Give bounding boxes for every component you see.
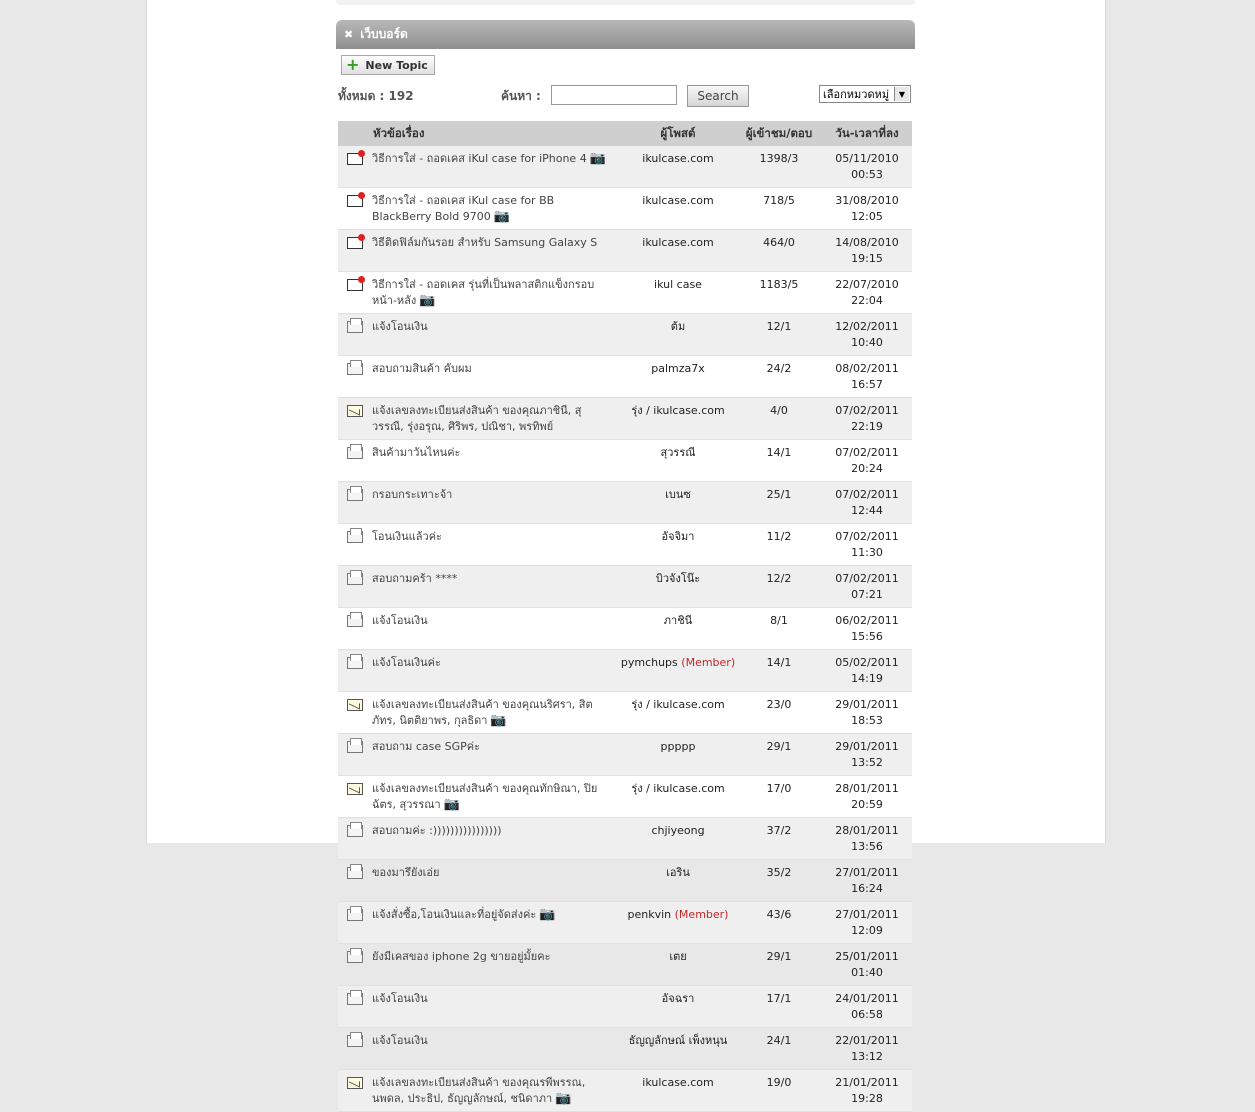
- date-cell: 27/01/2011 16:24: [822, 860, 912, 902]
- views-replies-cell: 24/1: [736, 1028, 822, 1070]
- author-cell: [620, 734, 736, 776]
- hot-mail-icon: [347, 153, 363, 165]
- table-row[interactable]: [338, 734, 912, 776]
- topic-status-cell: [338, 650, 372, 692]
- topic-status-cell: [338, 398, 372, 440]
- topic-title-link[interactable]: แจ้งโอนเงิน: [372, 992, 428, 1005]
- author-cell: [620, 146, 736, 188]
- read-mail-icon: [347, 1035, 363, 1047]
- author-name: เบนซ: [665, 488, 691, 501]
- camera-icon: 📷: [493, 209, 510, 224]
- topic-title-link[interactable]: วิธีการใส่ - ถอดเคส iKul case for BB BlackBerry Bold 9700: [372, 194, 555, 223]
- webboard-header: [336, 20, 915, 49]
- plus-icon: +: [346, 55, 360, 74]
- read-mail-icon: [347, 951, 363, 963]
- date-cell: 28/01/2011 13:56: [822, 818, 912, 860]
- search-label: ค้นหา :: [501, 89, 541, 103]
- new-topic-label: New Topic: [365, 58, 428, 72]
- views-replies-cell: 19/0: [736, 1070, 822, 1112]
- camera-icon: 📷: [419, 293, 436, 308]
- search-bar: [336, 79, 915, 112]
- topic-title-link[interactable]: สอบถามคร้า ****: [372, 572, 458, 585]
- topic-status-cell: [338, 692, 372, 734]
- camera-icon: 📷: [539, 907, 556, 922]
- topic-status-cell: [338, 356, 372, 398]
- topic-status-cell: [338, 566, 372, 608]
- read-mail-icon: [347, 447, 363, 459]
- author-cell: [620, 188, 736, 230]
- date-cell: 14/08/2010 19:15: [822, 230, 912, 272]
- date-cell: 05/02/2011 14:19: [822, 650, 912, 692]
- topic-title-link[interactable]: กรอบกระเทาะจ้า: [372, 488, 453, 501]
- views-replies-cell: 43/6: [736, 902, 822, 944]
- views-replies-cell: 25/1: [736, 482, 822, 524]
- views-replies-cell: 17/1: [736, 986, 822, 1028]
- topic-title-link[interactable]: สอบถาม case SGPค่ะ: [372, 740, 481, 753]
- topic-status-cell: [338, 902, 372, 944]
- views-replies-cell: 35/2: [736, 860, 822, 902]
- read-mail-icon: [347, 573, 363, 585]
- camera-icon: 📷: [490, 713, 507, 728]
- views-replies-cell: 12/1: [736, 314, 822, 356]
- author-name: palmza7x: [651, 362, 705, 375]
- author-cell: [620, 818, 736, 860]
- date-cell: 07/02/2011 20:24: [822, 440, 912, 482]
- table-row[interactable]: [338, 692, 912, 734]
- date-cell: 05/11/2010 00:53: [822, 146, 912, 188]
- topic-status-cell: [338, 146, 372, 188]
- author-cell: [620, 314, 736, 356]
- top-box: [336, 0, 915, 5]
- topic-title-link[interactable]: สินค้ามาวันไหนค่ะ: [372, 446, 461, 459]
- author-cell: [620, 1028, 736, 1070]
- butterfly-icon: ✖: [344, 28, 354, 41]
- topic-title-cell: [372, 566, 620, 608]
- new-mail-icon: [347, 1077, 363, 1089]
- table-row[interactable]: [338, 776, 912, 818]
- hot-mail-icon: [347, 279, 363, 291]
- topic-title-link[interactable]: แจ้งโอนเงิน: [372, 320, 428, 333]
- new-topic-button[interactable]: [341, 55, 435, 75]
- webboard-panel: [336, 20, 915, 112]
- date-cell: 06/02/2011 15:56: [822, 608, 912, 650]
- read-mail-icon: [347, 867, 363, 879]
- read-mail-icon: [347, 909, 363, 921]
- webboard-title: เว็บบอร์ด: [360, 27, 408, 41]
- new-mail-icon: [347, 699, 363, 711]
- date-cell: 07/02/2011 07:21: [822, 566, 912, 608]
- topic-title-cell: [372, 1070, 620, 1112]
- camera-icon: 📷: [555, 1091, 572, 1106]
- author-name: pymchups: [620, 656, 678, 669]
- topic-title-cell: [372, 902, 620, 944]
- author-name: ikulcase.com: [642, 1076, 714, 1089]
- author-name: ikul case: [654, 278, 702, 291]
- author-name: เตย: [669, 950, 687, 963]
- topic-title-cell: [372, 818, 620, 860]
- date-cell: 29/01/2011 18:53: [822, 692, 912, 734]
- views-replies-cell: 23/0: [736, 692, 822, 734]
- author-cell: [620, 902, 736, 944]
- date-cell: 22/01/2011 13:12: [822, 1028, 912, 1070]
- author-name: อัจจิมา: [661, 530, 695, 543]
- views-replies-cell: 14/1: [736, 440, 822, 482]
- author-name: ต้ม: [670, 320, 686, 333]
- date-cell: 07/02/2011 11:30: [822, 524, 912, 566]
- views-replies-cell: 37/2: [736, 818, 822, 860]
- read-mail-icon: [347, 825, 363, 837]
- topic-title-link[interactable]: แจ้งเลขลงทะเบียนส่งสินค้า ของคุณนริศรา, สิตภัทร, นิตติยาพร, กุลธิดา: [372, 698, 593, 727]
- search-button[interactable]: Search: [687, 85, 749, 107]
- topic-title-cell: [372, 944, 620, 986]
- topic-title-link[interactable]: แจ้งเลขลงทะเบียนส่งสินค้า ของคุณรพีพรรณ, นพดล, ประธิป, ธัญญลักษณ์, ชนิดาภา: [372, 1076, 586, 1105]
- member-badge: (Member): [674, 908, 729, 921]
- topics-table: [338, 121, 912, 1112]
- topic-title-cell: [372, 188, 620, 230]
- table-row[interactable]: [338, 398, 912, 440]
- author-name: chjiyeong: [651, 824, 705, 837]
- author-cell: [620, 1070, 736, 1112]
- table-row[interactable]: [338, 230, 912, 272]
- read-mail-icon: [347, 321, 363, 333]
- topic-title-cell: [372, 734, 620, 776]
- topic-title-link[interactable]: ของมารึยังเอ่ย: [372, 866, 440, 879]
- read-mail-icon: [347, 363, 363, 375]
- member-badge: (Member): [681, 656, 736, 669]
- topic-title-cell: [372, 692, 620, 734]
- topic-title-link[interactable]: แจ้งเลขลงทะเบียนส่งสินค้า ของคุณภาชินี, สุวรรณี, รุ่งอรุณ, ศิริพร, ปณิชา, พรทิพย์: [372, 404, 582, 433]
- topic-title-link[interactable]: วิธีการใส่ - ถอดเคส iKul case for iPhone 4: [372, 152, 587, 165]
- date-cell: 24/01/2011 06:58: [822, 986, 912, 1028]
- topic-title-cell: [372, 860, 620, 902]
- topic-title-link[interactable]: แจ้งเลขลงทะเบียนส่งสินค้า ของคุณทักษิณา, ปิยฉัตร, สุวรรณา: [372, 782, 598, 811]
- topic-title-link[interactable]: แจ้งสั่งซื้อ,โอนเงินและที่อยู่จัดส่งค่ะ: [372, 908, 537, 921]
- author-name: ikulcase.com: [642, 152, 714, 165]
- topic-status-cell: [338, 524, 372, 566]
- read-mail-icon: [347, 531, 363, 543]
- date-cell: 25/01/2011 01:40: [822, 944, 912, 986]
- table-row[interactable]: [338, 356, 912, 398]
- topic-title-cell: [372, 1028, 620, 1070]
- topic-status-cell: [338, 944, 372, 986]
- search-input[interactable]: [551, 85, 677, 105]
- author-name: ikulcase.com: [642, 236, 714, 249]
- table-row[interactable]: [338, 818, 912, 860]
- author-cell: [620, 860, 736, 902]
- topic-title-link[interactable]: สอบถามค่ะ :)))))))))))))))): [372, 824, 502, 837]
- chevron-down-icon[interactable]: ▼: [894, 87, 909, 101]
- header-title: หัวข้อเรื่อง: [338, 121, 620, 146]
- table-row[interactable]: [338, 524, 912, 566]
- topic-title-link[interactable]: ยังมีเคสของ iphone 2g ขายอยู่มั้ยคะ: [372, 950, 551, 963]
- header-author: ผู้โพสต์: [620, 121, 736, 146]
- date-cell: 07/02/2011 22:19: [822, 398, 912, 440]
- views-replies-cell: 464/0: [736, 230, 822, 272]
- topic-status-cell: [338, 986, 372, 1028]
- views-replies-cell: 1398/3: [736, 146, 822, 188]
- views-replies-cell: 29/1: [736, 734, 822, 776]
- topic-status-cell: [338, 314, 372, 356]
- author-cell: [620, 272, 736, 314]
- topic-title-cell: [372, 440, 620, 482]
- table-row[interactable]: [338, 188, 912, 230]
- date-cell: 12/02/2011 10:40: [822, 314, 912, 356]
- header-date: วัน-เวลาที่ลง: [822, 121, 912, 146]
- read-mail-icon: [347, 993, 363, 1005]
- new-mail-icon: [347, 783, 363, 795]
- views-replies-cell: 12/2: [736, 566, 822, 608]
- hot-mail-icon: [347, 195, 363, 207]
- topic-title-link[interactable]: สอบถามสินค้า คับผม: [372, 362, 472, 375]
- author-name: บิวจังโน๊ะ: [655, 572, 701, 585]
- topic-title-cell: [372, 398, 620, 440]
- topic-title-cell: [372, 272, 620, 314]
- table-row[interactable]: [338, 146, 912, 188]
- author-name: รุ่ง / ikulcase.com: [631, 404, 725, 417]
- author-name: ikulcase.com: [642, 194, 714, 207]
- author-cell: [620, 524, 736, 566]
- header-views: ผู้เข้าชม/ตอบ: [736, 121, 822, 146]
- topic-status-cell: [338, 1028, 372, 1070]
- author-cell: [620, 650, 736, 692]
- table-row[interactable]: [338, 902, 912, 944]
- read-mail-icon: [347, 657, 363, 669]
- topic-title-cell: [372, 650, 620, 692]
- views-replies-cell: 29/1: [736, 944, 822, 986]
- date-cell: 07/02/2011 12:44: [822, 482, 912, 524]
- camera-icon: 📷: [589, 151, 606, 166]
- topic-status-cell: [338, 272, 372, 314]
- topic-title-link[interactable]: แจ้งโอนเงินค่ะ: [372, 656, 441, 669]
- date-cell: 27/01/2011 12:09: [822, 902, 912, 944]
- topic-title-link[interactable]: วิธีการใส่ - ถอดเคส รุ่นที่เป็นพลาสติกแข็งกรอบหน้า-หลัง: [372, 278, 595, 307]
- read-mail-icon: [347, 615, 363, 627]
- topic-status-cell: [338, 818, 372, 860]
- category-select-value: เลือกหมวดหมู่: [823, 88, 890, 101]
- author-cell: [620, 440, 736, 482]
- topic-title-link[interactable]: แจ้งโอนเงิน: [372, 614, 428, 627]
- topic-status-cell: [338, 608, 372, 650]
- author-name: อัจฉรา: [661, 992, 695, 1005]
- topic-status-cell: [338, 482, 372, 524]
- topic-status-cell: [338, 860, 372, 902]
- topic-title-link[interactable]: โอนเงินแล้วค่ะ: [372, 530, 442, 543]
- topic-title-cell: [372, 146, 620, 188]
- date-cell: 08/02/2011 16:57: [822, 356, 912, 398]
- read-mail-icon: [347, 489, 363, 501]
- topic-title-cell: [372, 482, 620, 524]
- topic-title-cell: [372, 776, 620, 818]
- topic-title-cell: [372, 356, 620, 398]
- table-header-row: [338, 121, 912, 146]
- topic-title-link[interactable]: แจ้งโอนเงิน: [372, 1034, 428, 1047]
- table-row[interactable]: [338, 650, 912, 692]
- table-row[interactable]: [338, 860, 912, 902]
- table-row[interactable]: [338, 440, 912, 482]
- toolbar: [336, 49, 915, 79]
- date-cell: 31/08/2010 12:05: [822, 188, 912, 230]
- views-replies-cell: 11/2: [736, 524, 822, 566]
- author-cell: [620, 482, 736, 524]
- table-row[interactable]: [338, 1070, 912, 1112]
- author-name: ภาชินี: [663, 614, 693, 627]
- author-cell: [620, 398, 736, 440]
- topic-title-cell: [372, 230, 620, 272]
- date-cell: 29/01/2011 13:52: [822, 734, 912, 776]
- topic-status-cell: [338, 734, 372, 776]
- date-cell: 22/07/2010 22:04: [822, 272, 912, 314]
- date-cell: 21/01/2011 19:28: [822, 1070, 912, 1112]
- author-name: penkvin: [627, 908, 672, 921]
- table-row[interactable]: [338, 482, 912, 524]
- topic-title-cell: [372, 314, 620, 356]
- author-name: รุ่ง / ikulcase.com: [631, 782, 725, 795]
- views-replies-cell: 14/1: [736, 650, 822, 692]
- topic-status-cell: [338, 440, 372, 482]
- table-row[interactable]: [338, 608, 912, 650]
- author-name: เอริน: [666, 866, 690, 879]
- topic-title-link[interactable]: วิธีติดฟิล์มกันรอย สำหรับ Samsung Galaxy S: [372, 236, 598, 249]
- table-row[interactable]: [338, 986, 912, 1028]
- read-mail-icon: [347, 741, 363, 753]
- topic-status-cell: [338, 188, 372, 230]
- views-replies-cell: 8/1: [736, 608, 822, 650]
- author-name: ppppp: [660, 740, 696, 753]
- total-count: ทั้งหมด : 192: [338, 89, 414, 103]
- views-replies-cell: 718/5: [736, 188, 822, 230]
- author-cell: [620, 356, 736, 398]
- author-cell: [620, 692, 736, 734]
- table-row[interactable]: [338, 272, 912, 314]
- views-replies-cell: 17/0: [736, 776, 822, 818]
- views-replies-cell: 24/2: [736, 356, 822, 398]
- topic-status-cell: [338, 776, 372, 818]
- views-replies-cell: 4/0: [736, 398, 822, 440]
- topic-title-cell: [372, 608, 620, 650]
- topic-status-cell: [338, 1070, 372, 1112]
- author-cell: [620, 944, 736, 986]
- table-row[interactable]: [338, 944, 912, 986]
- category-select[interactable]: [819, 85, 911, 103]
- topic-title-cell: [372, 524, 620, 566]
- date-cell: 28/01/2011 20:59: [822, 776, 912, 818]
- author-cell: [620, 986, 736, 1028]
- author-name: ธัญญลักษณ์ เพ็งหนุน: [628, 1034, 728, 1047]
- topic-title-cell: [372, 986, 620, 1028]
- new-mail-icon: [347, 405, 363, 417]
- views-replies-cell: 1183/5: [736, 272, 822, 314]
- table-row[interactable]: [338, 314, 912, 356]
- author-name: สุวรรณี: [660, 446, 696, 459]
- author-cell: [620, 230, 736, 272]
- author-cell: [620, 566, 736, 608]
- table-row[interactable]: [338, 1028, 912, 1070]
- hot-mail-icon: [347, 237, 363, 249]
- topic-status-cell: [338, 230, 372, 272]
- author-name: รุ่ง / ikulcase.com: [631, 698, 725, 711]
- author-cell: [620, 776, 736, 818]
- camera-icon: 📷: [443, 797, 460, 812]
- author-cell: [620, 608, 736, 650]
- table-row[interactable]: [338, 566, 912, 608]
